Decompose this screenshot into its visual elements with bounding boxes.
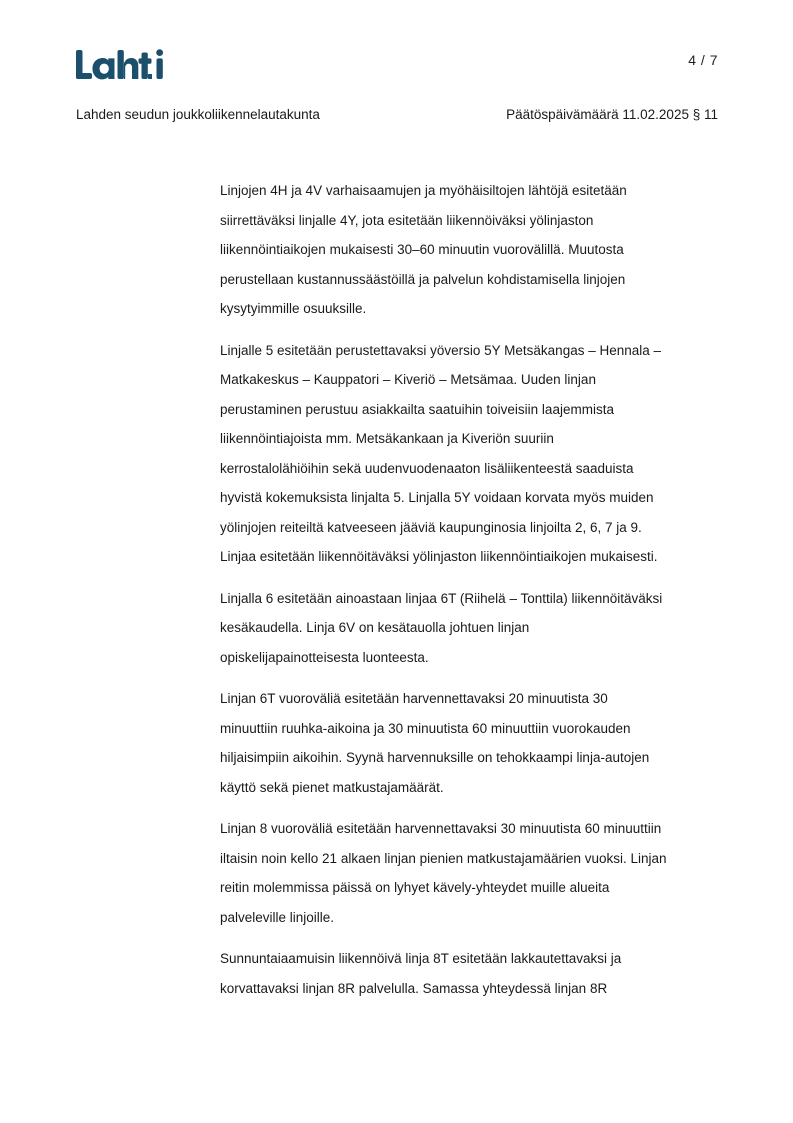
text-line: hyvistä kokemuksista linjalta 5. Linjalla 5Y voidaan korvata myös muiden xyxy=(220,490,654,505)
text-line: hiljaisimpiin aikoihin. Syynä harvennuksille on tehokkaampi linja-autojen xyxy=(220,750,650,765)
paragraph-line-5-night xyxy=(220,336,720,572)
text-line: liikennöintiaikojen mukaisesti 30–60 minuutin vuorovälillä. Muutosta xyxy=(220,242,624,257)
page-number: 4 / 7 xyxy=(688,52,718,68)
organization-name: Lahden seudun joukkoliikennelautakunta xyxy=(76,107,320,122)
text-line: iltaisin noin kello 21 alkaen linjan pienien matkustajamäärien vuoksi. Linjan xyxy=(220,850,667,866)
text-line: Linjan 6T vuoroväliä esitetään harvennettavaksi 20 minuutista 30 xyxy=(220,691,608,706)
text-line: kysytyimmille osuuksille. xyxy=(220,301,367,316)
text-line: korvattavaksi linjan 8R palvelulla. Samassa yhteydessä linjan 8R xyxy=(220,980,608,996)
text-line: perustaminen perustuu asiakkailta saatuihin toiveisiin laajemmista xyxy=(220,401,614,417)
paragraph-line-8-interval xyxy=(220,814,720,932)
text-line: Linjaa esitetään liikennöitäväksi yölinjaston liikennöintiaikojen mukaisesti. xyxy=(220,549,658,564)
text-line: palveleville linjoille. xyxy=(220,909,335,925)
text-line: perustellaan kustannussäästöillä ja palvelun kohdistamisella linjojen xyxy=(220,271,626,287)
text-line: opiskelijapainotteisesta luonteesta. xyxy=(220,649,429,665)
text-line: Sunnuntaiaamuisin liikennöivä linja 8T esitetään lakkautettavaksi ja xyxy=(220,951,622,966)
text-line: Linjalla 6 esitetään ainoastaan linjaa 6T (Riihelä – Tonttila) liikennöitäväksi xyxy=(220,590,663,606)
paragraph-line-4-changes xyxy=(220,176,720,324)
paragraph-line-6-summer xyxy=(220,584,720,673)
text-line: siirrettäväksi linjalle 4Y, jota esitetään liikennöiväksi yölinjaston xyxy=(220,212,594,228)
text-line: Linjalle 5 esitetään perustettavaksi yöversio 5Y Metsäkangas – Hennala – xyxy=(220,342,662,358)
text-line: Linjojen 4H ja 4V varhaisaamujen ja myöhäisiltojen lähtöjä esitetään xyxy=(220,183,627,198)
text-line: yölinjojen reiteiltä katveeseen jääviä kaupunginosia linjoilta 2, 6, 7 ja 9. xyxy=(220,519,642,535)
paragraph-line-8t-closure xyxy=(220,944,720,1003)
text-line: Linjan 8 vuoroväliä esitetään harvennettavaksi 30 minuutista 60 minuuttiin xyxy=(220,821,662,836)
text-line: reitin molemmissa päissä on lyhyet kävely-yhteydet muille alueita xyxy=(220,880,610,895)
text-line: Matkakeskus – Kauppatori – Kiveriö – Metsämaa. Uuden linjan xyxy=(220,372,596,387)
text-line: kerrostalolähiöihin sekä uudenvuodenaaton lisäliikenteestä saaduista xyxy=(220,460,634,476)
lahti-logo xyxy=(76,44,168,84)
text-line: minuuttiin ruuhka-aikoina ja 30 minuutista 60 minuuttiin vuorokauden xyxy=(220,720,631,736)
text-line: liikennöintiajoista mm. Metsäkankaan ja Kiveriön suuriin xyxy=(220,431,554,446)
text-line: käyttö sekä pienet matkustajamäärät. xyxy=(220,779,444,795)
document-body xyxy=(220,176,720,1015)
paragraph-line-6t-interval xyxy=(220,684,720,802)
decision-date: Päätöspäivämäärä 11.02.2025 § 11 xyxy=(506,107,718,122)
text-line: kesäkaudella. Linja 6V on kesätauolla johtuen linjan xyxy=(220,620,530,635)
